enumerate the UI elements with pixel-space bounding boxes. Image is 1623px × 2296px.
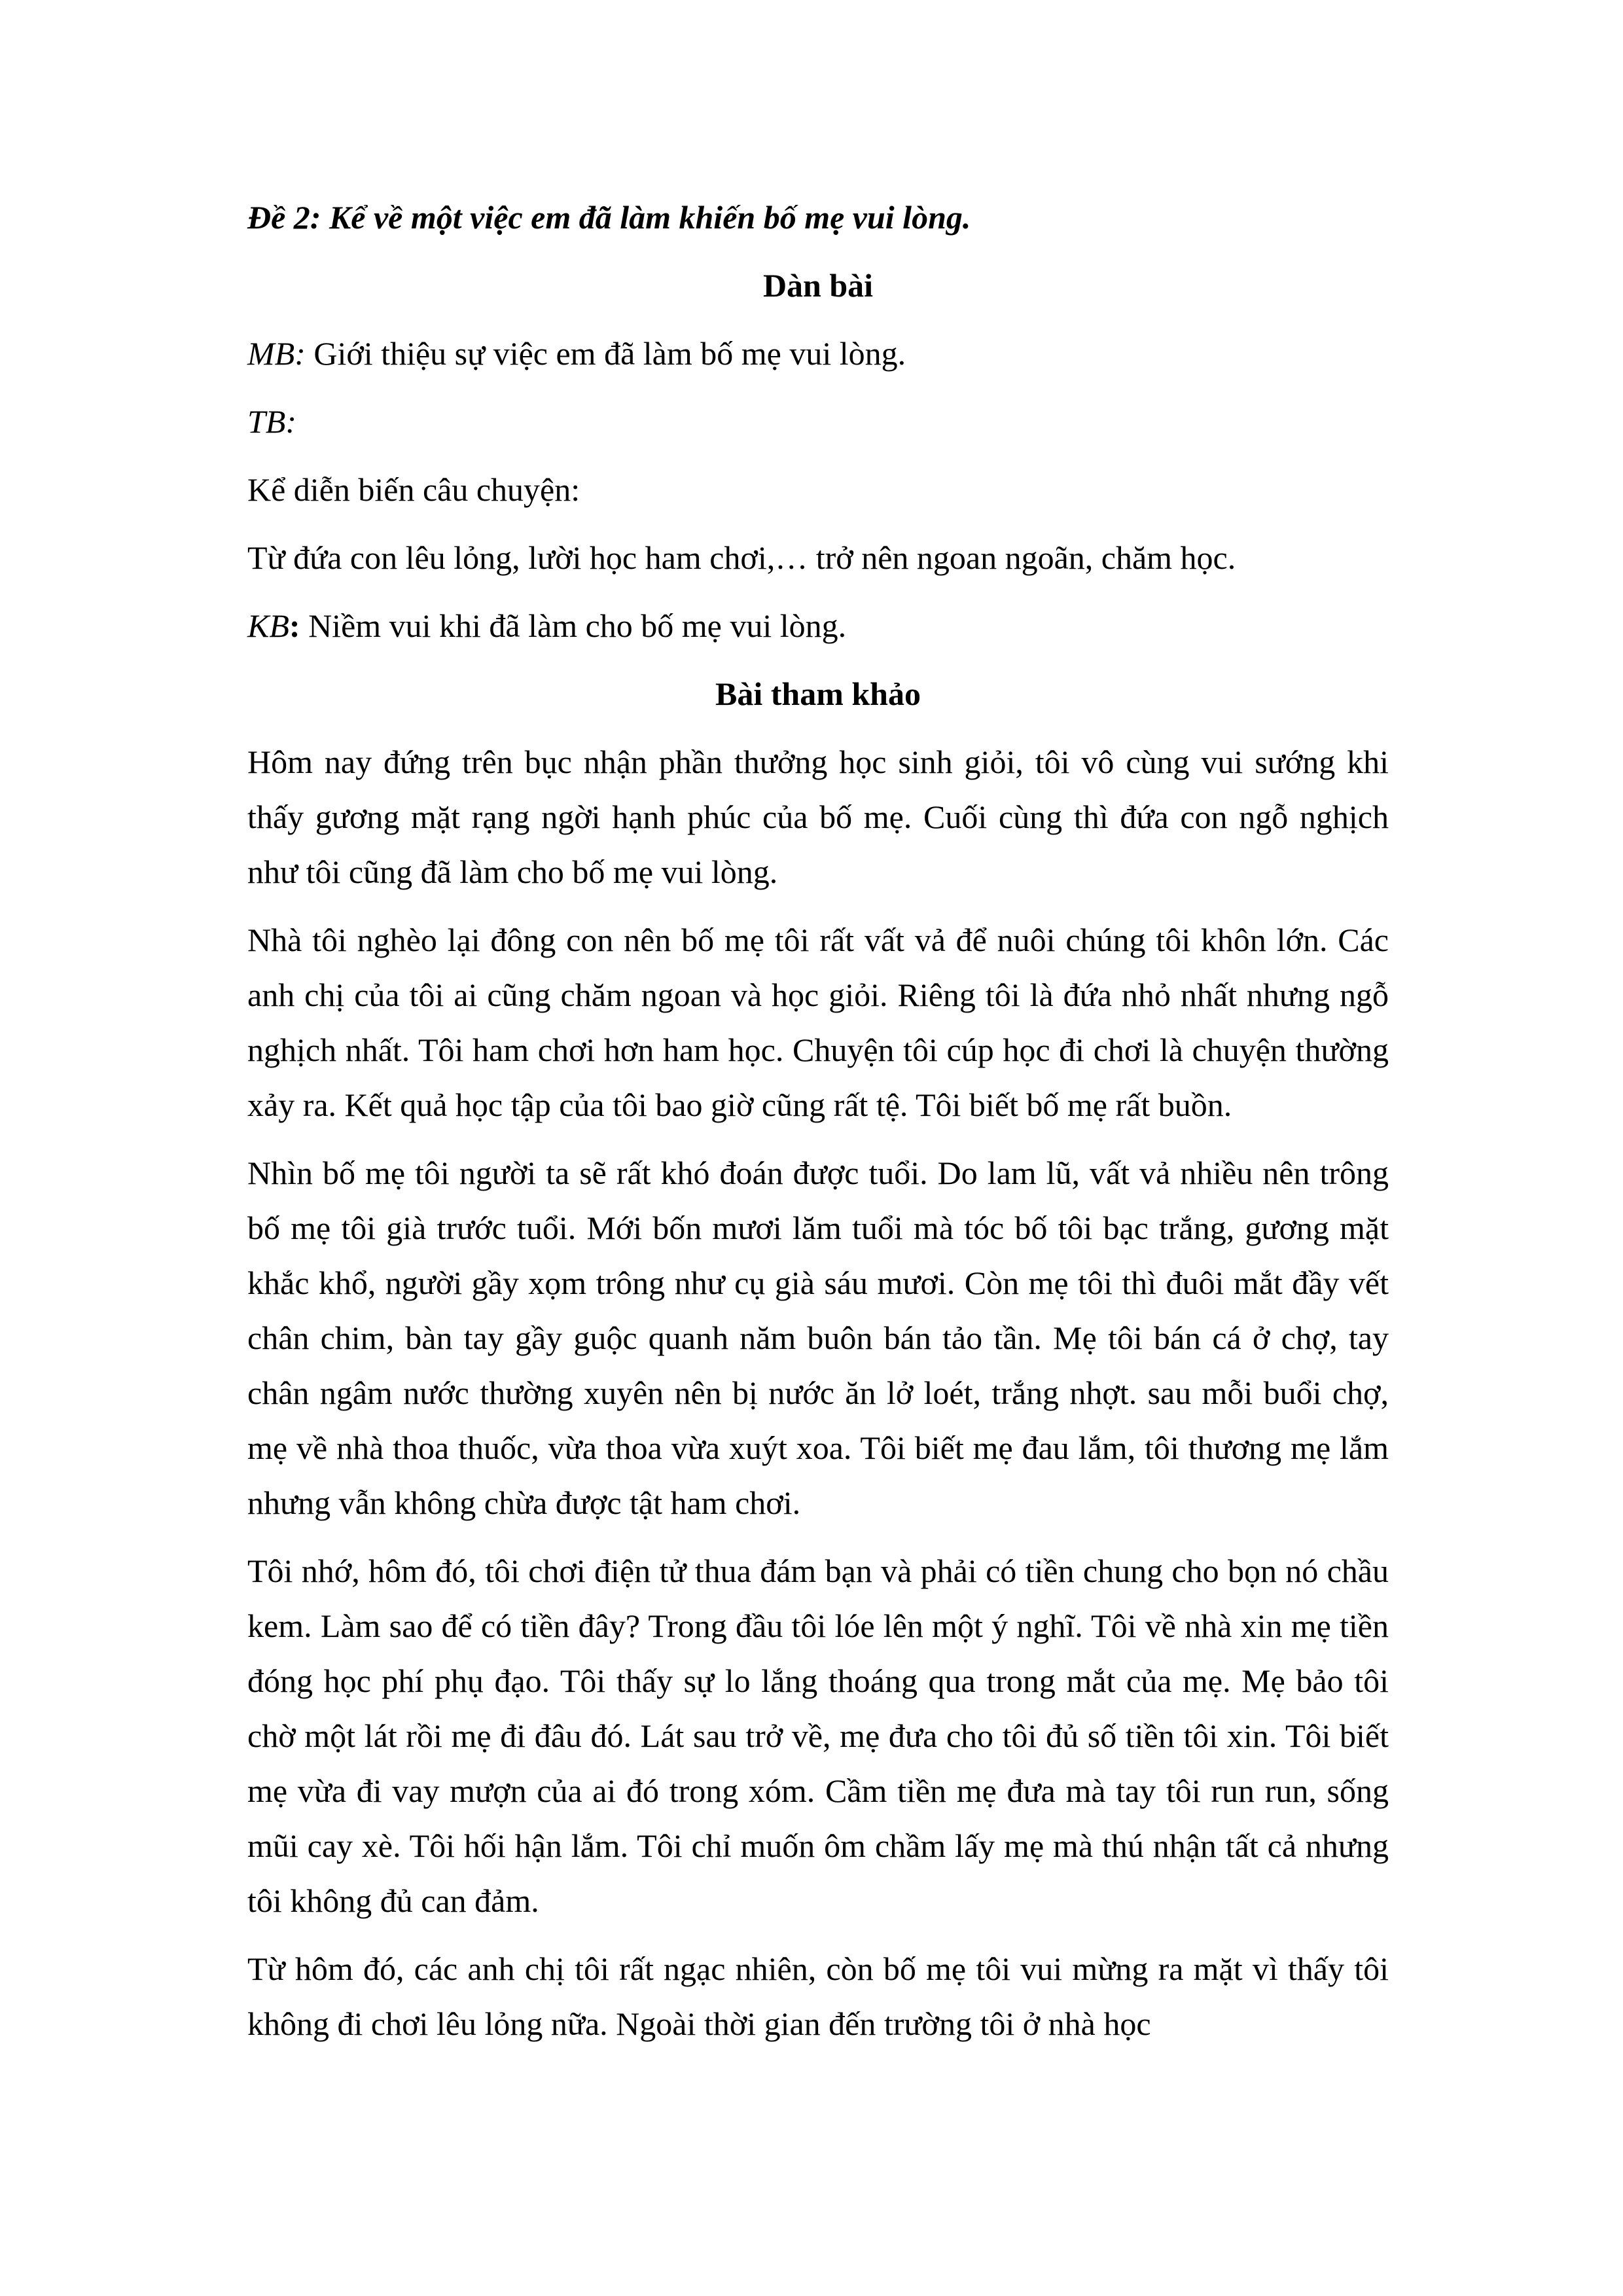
reference-paragraph-5: Từ hôm đó, các anh chị tôi rất ngạc nhiên, còn bố mẹ tôi vui mừng ra mặt vì thấy tôi không đi chơi lêu lỏng nữa. Ngoài thời gian đến trường tôi ở nhà học (247, 1950, 1389, 2042)
outline-heading: Dàn bài (762, 267, 874, 304)
outline-body-line-2: Từ đứa con lêu lỏng, lười học ham chơi,… trở nên ngoan ngoãn, chăm học. (247, 539, 1236, 576)
outline-intro-text: Giới thiệu sự việc em đã làm bố mẹ vui lòng. (305, 335, 906, 372)
reference-heading: Bài tham khảo (715, 675, 921, 712)
outline-conclusion-label: KB (247, 607, 289, 644)
outline-body-label: TB: (247, 403, 296, 440)
reference-paragraph-3: Nhìn bố mẹ tôi người ta sẽ rất khó đoán được tuổi. Do lam lũ, vất vả nhiều nên trông bố mẹ tôi già trước tuổi. Mới bốn mươi lăm tuổi mà tóc bố tôi bạc trắng, gương mặt khắc khổ, người gầy xọm trông như cụ già sáu mươi. Còn mẹ tôi thì đuôi mắt đầy vết chân chim, bàn tay gầy guộc quanh năm buôn bán tảo tần. Mẹ tôi bán cá ở chợ, tay chân ngâm nước thường xuyên nên bị nước ăn lở loét, trắng nhợt. sau mỗi buổi chợ, mẹ về nhà thoa thuốc, vừa thoa vừa xuýt xoa. Tôi biết mẹ đau lắm, tôi thương mẹ lắm nhưng vẫn không chừa được tật ham chơi. (247, 1155, 1389, 1521)
reference-paragraph-1: Hôm nay đứng trên bục nhận phần thưởng học sinh giỏi, tôi vô cùng vui sướng khi thấy gương mặt rạng ngời hạnh phúc của bố mẹ. Cuối cùng thì đứa con ngỗ nghịch như tôi cũng đã làm cho bố mẹ vui lòng. (247, 744, 1389, 890)
outline-intro (247, 326, 1389, 381)
outline-conclusion (247, 598, 1389, 653)
document-page (247, 190, 1389, 2064)
outline-conclusion-colon: : (289, 607, 300, 644)
outline-conclusion-text: Niềm vui khi đã làm cho bố mẹ vui lòng. (300, 607, 847, 644)
reference-paragraph-2: Nhà tôi nghèo lại đông con nên bố mẹ tôi rất vất vả để nuôi chúng tôi khôn lớn. Các anh chị của tôi ai cũng chăm ngoan và học giỏi. Riêng tôi là đứa nhỏ nhất nhưng ngỗ nghịch nhất. Tôi ham chơi hơn ham học. Chuyện tôi cúp học đi chơi là chuyện thường xảy ra. Kết quả học tập của tôi bao giờ cũng rất tệ. Tôi biết bố mẹ rất buồn. (247, 922, 1389, 1123)
outline-intro-label: MB: (247, 335, 306, 372)
outline-body-line-1: Kể diễn biến câu chuyện: (247, 471, 580, 508)
reference-paragraph-4: Tôi nhớ, hôm đó, tôi chơi điện tử thua đám bạn và phải có tiền chung cho bọn nó chầu kem. Làm sao để có tiền đây? Trong đầu tôi lóe lên một ý nghĩ. Tôi về nhà xin mẹ tiền đóng học phí phụ đạo. Tôi thấy sự lo lắng thoáng qua trong mắt của mẹ. Mẹ bảo tôi chờ một lát rồi mẹ đi đâu đó. Lát sau trở về, mẹ đưa cho tôi đủ số tiền tôi xin. Tôi biết mẹ vừa đi vay mượn của ai đó trong xóm. Cầm tiền mẹ đưa mà tay tôi run run, sống mũi cay xè. Tôi hối hận lắm. Tôi chỉ muốn ôm chầm lấy mẹ mà thú nhận tất cả nhưng tôi không đủ can đảm. (247, 1552, 1389, 1919)
essay-prompt-title: Đề 2: Kể về một việc em đã làm khiến bố mẹ vui lòng. (247, 199, 971, 236)
